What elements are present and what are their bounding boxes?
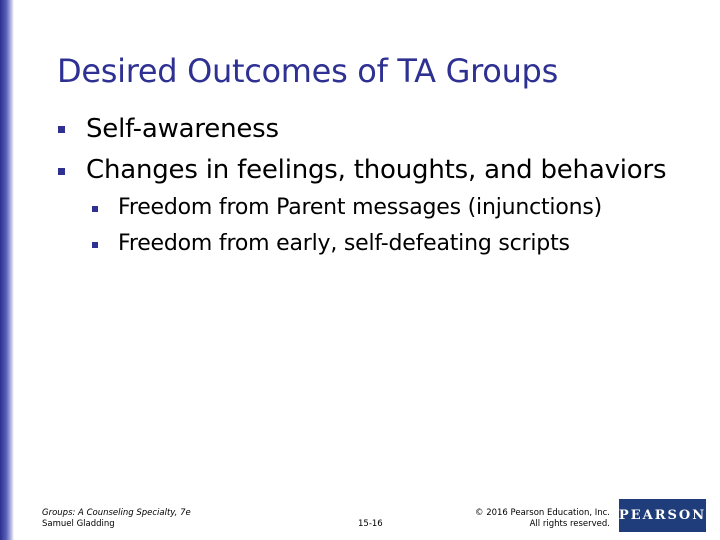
subbullet-square-icon: [92, 242, 98, 248]
subbullet-square-icon: [92, 206, 98, 212]
subbullet-text: Freedom from early, self-defeating scripts: [118, 231, 570, 256]
footer-book-title: Groups: A Counseling Specialty, 7e: [42, 508, 191, 518]
footer-author: Samuel Gladding: [42, 519, 115, 529]
bullet-text: Self-awareness: [86, 114, 279, 144]
logo-text: PEARSON: [618, 508, 707, 523]
bullet-square-icon: [58, 126, 65, 133]
copyright-line-1: © 2016 Pearson Education, Inc.: [475, 508, 610, 518]
copyright-notice: [475, 508, 610, 530]
subbullet-text: Freedom from Parent messages (injunctions): [118, 195, 602, 220]
slide-title: Desired Outcomes of TA Groups: [57, 52, 558, 90]
pearson-logo: [619, 499, 706, 532]
decorative-side-bar: [0, 0, 14, 540]
page-number: 15-16: [358, 519, 383, 529]
copyright-line-2: All rights reserved.: [529, 519, 610, 529]
bullet-square-icon: [58, 168, 65, 175]
footer-source: [42, 508, 191, 530]
bullet-text: Changes in feelings, thoughts, and behaviors: [86, 155, 667, 185]
